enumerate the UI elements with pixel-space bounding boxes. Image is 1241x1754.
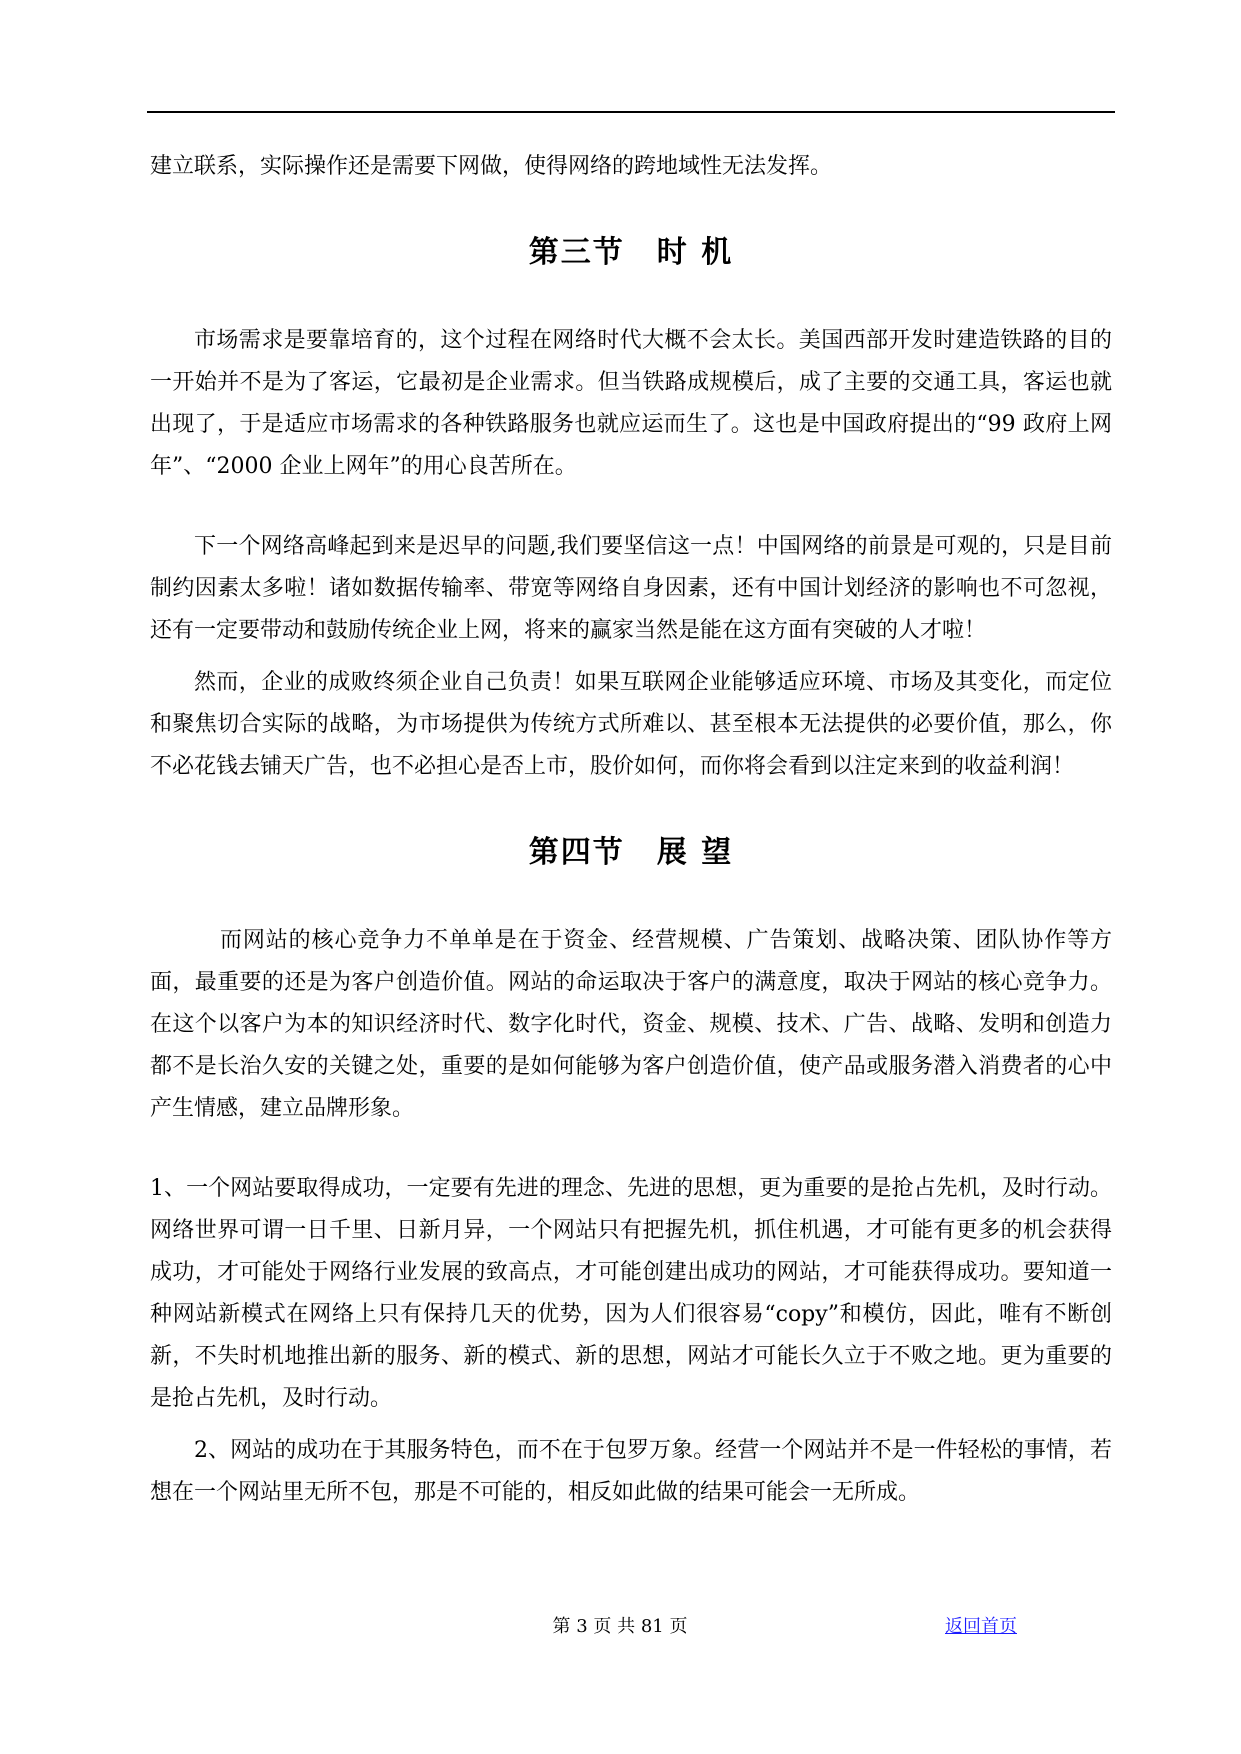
home-link[interactable]: 返回首页 xyxy=(945,1616,1017,1637)
paragraph: 下一个网络高峰起到来是迟早的问题,我们要坚信这一点！中国网络的前景是可观的，只是目前制约因素太多啦！诸如数据传输率、带宽等网络自身因素，还有中国计划经济的影响也不可忽视，还有一定要带动和鼓励传统企业上网，将来的赢家当然是能在这方面有突破的人才啦！ xyxy=(150,534,1112,643)
paragraph: 然而，企业的成败终须企业自己负责！如果互联网企业能够适应环境、市场及其变化，而定位和聚焦切合实际的战略，为市场提供为传统方式所难以、甚至根本无法提供的必要价值，那么，你不必花钱去铺天广告，也不必担心是否上市，股价如何，而你将会看到以注定来到的收益利润！ xyxy=(150,670,1112,779)
paragraph-continued: 建立联系，实际操作还是需要下网做，使得网络的跨地域性无法发挥。 xyxy=(150,154,833,179)
paragraph-numbered: 1、一个网站要取得成功，一定要有先进的理念、先进的思想，更为重要的是抢占先机，及时行动。网络世界可谓一日千里、日新月异，一个网站只有把握先机，抓住机遇，才可能有更多的机会获得成功，才可能处于网络行业发展的致高点，才可能创建出成功的网站，才可能获得成功。要知道一种网站新模式在网络上只有保持几天的优势，因为人们很容易“copy”和模仿，因此，唯有不断创新，不失时机地推出新的服务、新的模式、新的思想，网站才可能长久立于不败之地。更为重要的是抢占先机，及时行动。 xyxy=(150,1176,1112,1411)
document-body xyxy=(150,146,1112,1514)
paragraph: 而网站的核心竞争力不单单是在于资金、经营规模、广告策划、战略决策、团队协作等方面，最重要的还是为客户创造价值。网站的命运取决于客户的满意度，取决于网站的核心竞争力。在这个以客户为本的知识经济时代、数字化时代，资金、规模、技术、广告、战略、发明和创造力都不是长治久安的关键之处，重要的是如何能够为客户创造价值，使产品或服务潜入消费者的心中产生情感，建立品牌形象。 xyxy=(150,928,1112,1121)
paragraph-numbered: 2、网站的成功在于其服务特色，而不在于包罗万象。经营一个网站并不是一件轻松的事情，若想在一个网站里无所不包，那是不可能的，相反如此做的结果可能会一无所成。 xyxy=(150,1438,1112,1505)
header-rule xyxy=(147,111,1115,113)
section-heading-4: 第四节 展 望 xyxy=(528,835,734,870)
paragraph: 市场需求是要靠培育的，这个过程在网络时代大概不会太长。美国西部开发时建造铁路的目的一开始并不是为了客运，它最初是企业需求。但当铁路成规模后，成了主要的交通工具，客运也就出现了，于是适应市场需求的各种铁路服务也就应运而生了。这也是中国政府提出的“99 政府上网年”、“2000 企业上网年”的用心良苦所在。 xyxy=(150,328,1112,479)
section-heading-3: 第三节 时 机 xyxy=(528,235,734,270)
page-number: 第 3 页 共 81 页 xyxy=(552,1616,688,1637)
